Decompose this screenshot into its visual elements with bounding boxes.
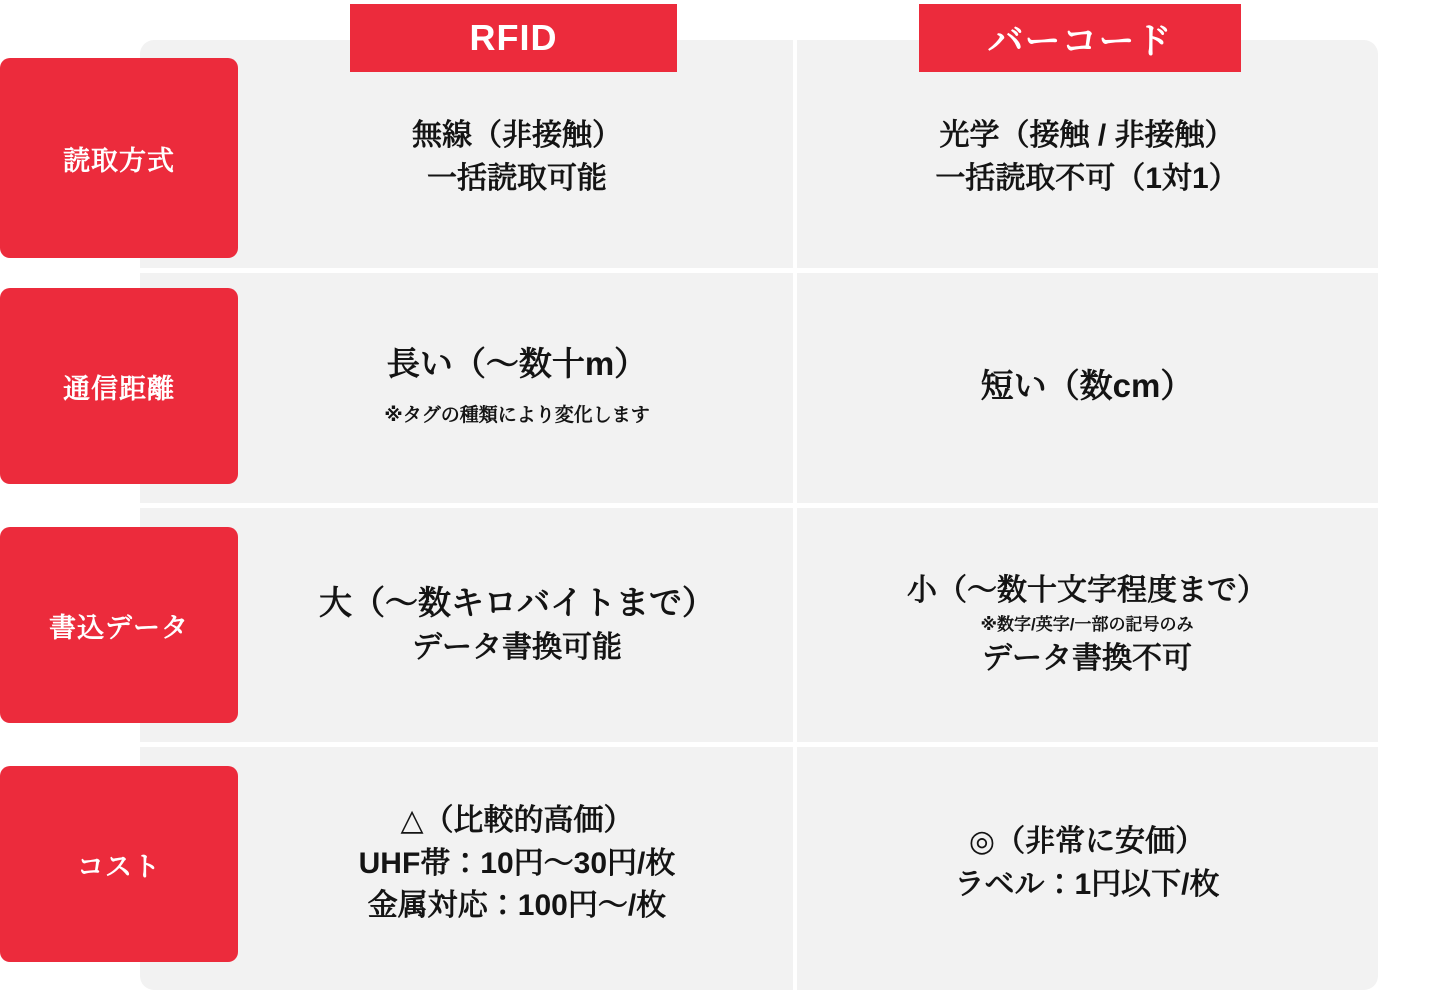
cell-line: データ書換不可 (982, 641, 1192, 675)
cell-line: △（比較的高価） (400, 804, 634, 838)
cell-barcode-write-data (797, 527, 1377, 723)
cell-line: データ書換可能 (412, 631, 622, 665)
cell-line: 大（〜数キロバイトまで） (319, 584, 715, 622)
row-divider-3 (118, 742, 1445, 747)
cell-line: 小（〜数十文字程度まで） (907, 573, 1267, 607)
cell-barcode-reading-method (797, 58, 1377, 258)
cell-line: 長い（〜数十m） (386, 345, 648, 383)
column-header-rfid: RFID (350, 4, 677, 72)
cell-line: ◎（非常に安価） (968, 825, 1206, 859)
cell-line: ラベル：1円以下/枚 (954, 868, 1220, 901)
cell-barcode-communication-distance (797, 288, 1377, 484)
cell-line: 一括読取不可（1対1） (935, 162, 1239, 195)
row-label-write-data: 書込データ (0, 527, 238, 723)
cell-rfid-cost (242, 766, 792, 962)
cell-line: 光学（接触 / 非接触） (939, 119, 1235, 153)
row-label-cost: コスト (0, 766, 238, 962)
row-divider-2 (118, 503, 1445, 508)
cell-note: ※タグの種類により変化します (384, 405, 650, 427)
cell-rfid-write-data (242, 527, 792, 723)
cell-line: UHF帯：10円〜30円/枚 (358, 846, 676, 880)
cell-note: ※数字/英字/一部の記号のみ (980, 615, 1194, 635)
cell-rfid-reading-method (242, 58, 792, 258)
cell-barcode-cost (797, 766, 1377, 962)
cell-line: 短い（数cm） (980, 366, 1194, 404)
cell-line: 金属対応：100円〜/枚 (367, 889, 667, 923)
cell-rfid-communication-distance (242, 288, 792, 484)
row-divider-1 (118, 268, 1445, 273)
row-label-reading-method: 読取方式 (0, 58, 238, 258)
cell-line: 一括読取可能 (427, 162, 607, 195)
row-label-communication-distance: 通信距離 (0, 288, 238, 484)
column-header-barcode: バーコード (919, 4, 1241, 72)
cell-line: 無線（非接触） (412, 119, 622, 153)
